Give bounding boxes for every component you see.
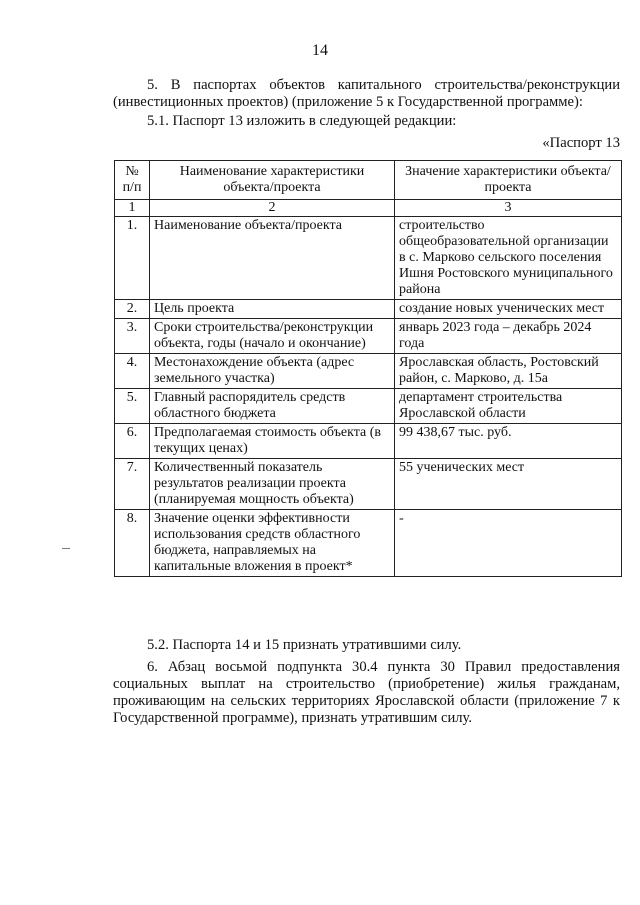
- passport-table: [114, 160, 622, 577]
- row-value: 99 438,67 тыс. руб.: [395, 424, 622, 459]
- row-characteristic: Сроки строительства/реконструкции объекта, годы (начало и окончание): [150, 319, 395, 354]
- page-number: 14: [312, 42, 328, 59]
- row-number: 2.: [115, 300, 150, 319]
- row-number: 4.: [115, 354, 150, 389]
- column-number: 3: [395, 200, 622, 217]
- row-value: январь 2023 года – декабрь 2024 года: [395, 319, 622, 354]
- row-number: 5.: [115, 389, 150, 424]
- row-value: 55 ученических мест: [395, 459, 622, 510]
- row-number: 1.: [115, 217, 150, 300]
- row-value: Ярославская область, Ростовский район, с. Марково, д. 15а: [395, 354, 622, 389]
- row-value: строительство общеобразовательной организации в с. Марково сельского поселения Ишня Ростовского муниципального района: [395, 217, 622, 300]
- table-row: [115, 319, 622, 354]
- table-row: [115, 217, 622, 300]
- row-characteristic: Главный распорядитель средств областного бюджета: [150, 389, 395, 424]
- header-number: № п/п: [115, 161, 150, 200]
- row-number: 8.: [115, 510, 150, 577]
- table-header-row: [115, 161, 622, 200]
- row-characteristic: Значение оценки эффективности использования средств областного бюджета, направляемых на капитальные вложения в проект*: [150, 510, 395, 577]
- paragraph-6: 6. Абзац восьмой подпункта 30.4 пункта 30 Правил предоставления социальных выплат на строительство (приобретение) жилья гражданам, проживающим на сельских территориях Ярославской области (приложение 7 к Государственной программе), признать утратившим силу.: [113, 659, 620, 726]
- row-characteristic: Предполагаемая стоимость объекта (в текущих ценах): [150, 424, 395, 459]
- column-number: 1: [115, 200, 150, 217]
- row-characteristic: Наименование объекта/проекта: [150, 217, 395, 300]
- row-number: 3.: [115, 319, 150, 354]
- row-characteristic: Цель проекта: [150, 300, 395, 319]
- header-characteristic: Наименование характеристики объекта/проекта: [150, 161, 395, 200]
- row-number: 6.: [115, 424, 150, 459]
- table-row: [115, 389, 622, 424]
- table-row: [115, 300, 622, 319]
- row-value: департамент строительства Ярославской области: [395, 389, 622, 424]
- row-characteristic: Количественный показатель результатов реализации проекта (планируемая мощность объекта): [150, 459, 395, 510]
- header-value: Значение характеристики объекта/проекта: [395, 161, 622, 200]
- row-value: создание новых ученических мест: [395, 300, 622, 319]
- column-number-row: [115, 200, 622, 217]
- row-value: -: [395, 510, 622, 577]
- row-characteristic: Местонахождение объекта (адрес земельного участка): [150, 354, 395, 389]
- paragraph-5-2: 5.2. Паспорта 14 и 15 признать утратившими силу.: [147, 637, 462, 653]
- margin-mark: [62, 548, 70, 549]
- sub-paragraph-5-1: 5.1. Паспорт 13 изложить в следующей редакции:: [147, 113, 457, 129]
- table-row: [115, 354, 622, 389]
- column-number: 2: [150, 200, 395, 217]
- table-row: [115, 424, 622, 459]
- row-number: 7.: [115, 459, 150, 510]
- table-row: [115, 459, 622, 510]
- passport-label: «Паспорт 13: [542, 135, 620, 151]
- intro-paragraph: 5. В паспортах объектов капитального строительства/реконструкции (инвестиционных проектов) (приложение 5 к Государственной программе):: [113, 77, 620, 110]
- table-row: [115, 510, 622, 577]
